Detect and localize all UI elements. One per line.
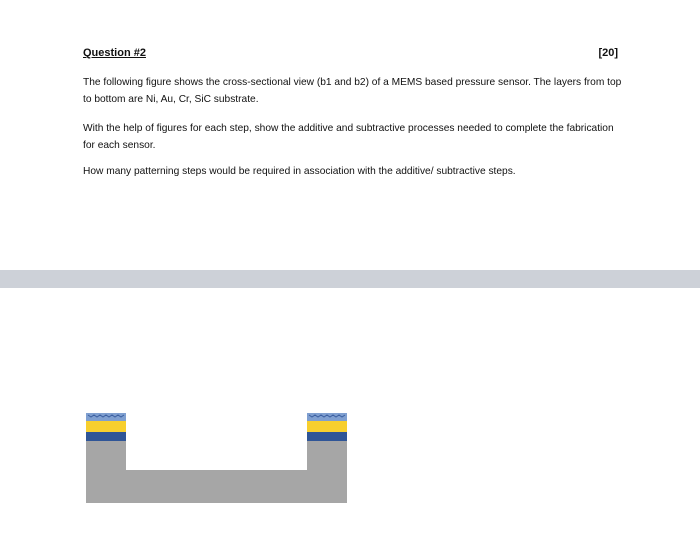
question-title: Question #2 [83,47,146,59]
question-section [0,0,700,270]
right-cr-layer [307,432,347,441]
left-au-layer [86,421,126,432]
question-marks: [20] [598,47,618,59]
question-paragraph-2: With the help of figures for each step, show the additive and subtractive processes needed to complete the fabrication for each sensor. [83,123,614,151]
sic-substrate [86,441,347,503]
question-paragraph-3: How many patterning steps would be required in association with the additive/ subtractive steps. [83,166,516,177]
left-cr-layer [86,432,126,441]
page-divider [0,270,700,288]
cross-section-diagram [0,288,700,542]
right-au-layer [307,421,347,432]
question-paragraph-1: The following figure shows the cross-sectional view (b1 and b2) of a MEMS based pressure sensor. The layers from top to bottom are Ni, Au, Cr, SiC substrate. [83,77,622,105]
cross-section-figure [0,288,700,542]
left-ni-layer [86,413,126,421]
right-ni-layer [307,413,347,421]
